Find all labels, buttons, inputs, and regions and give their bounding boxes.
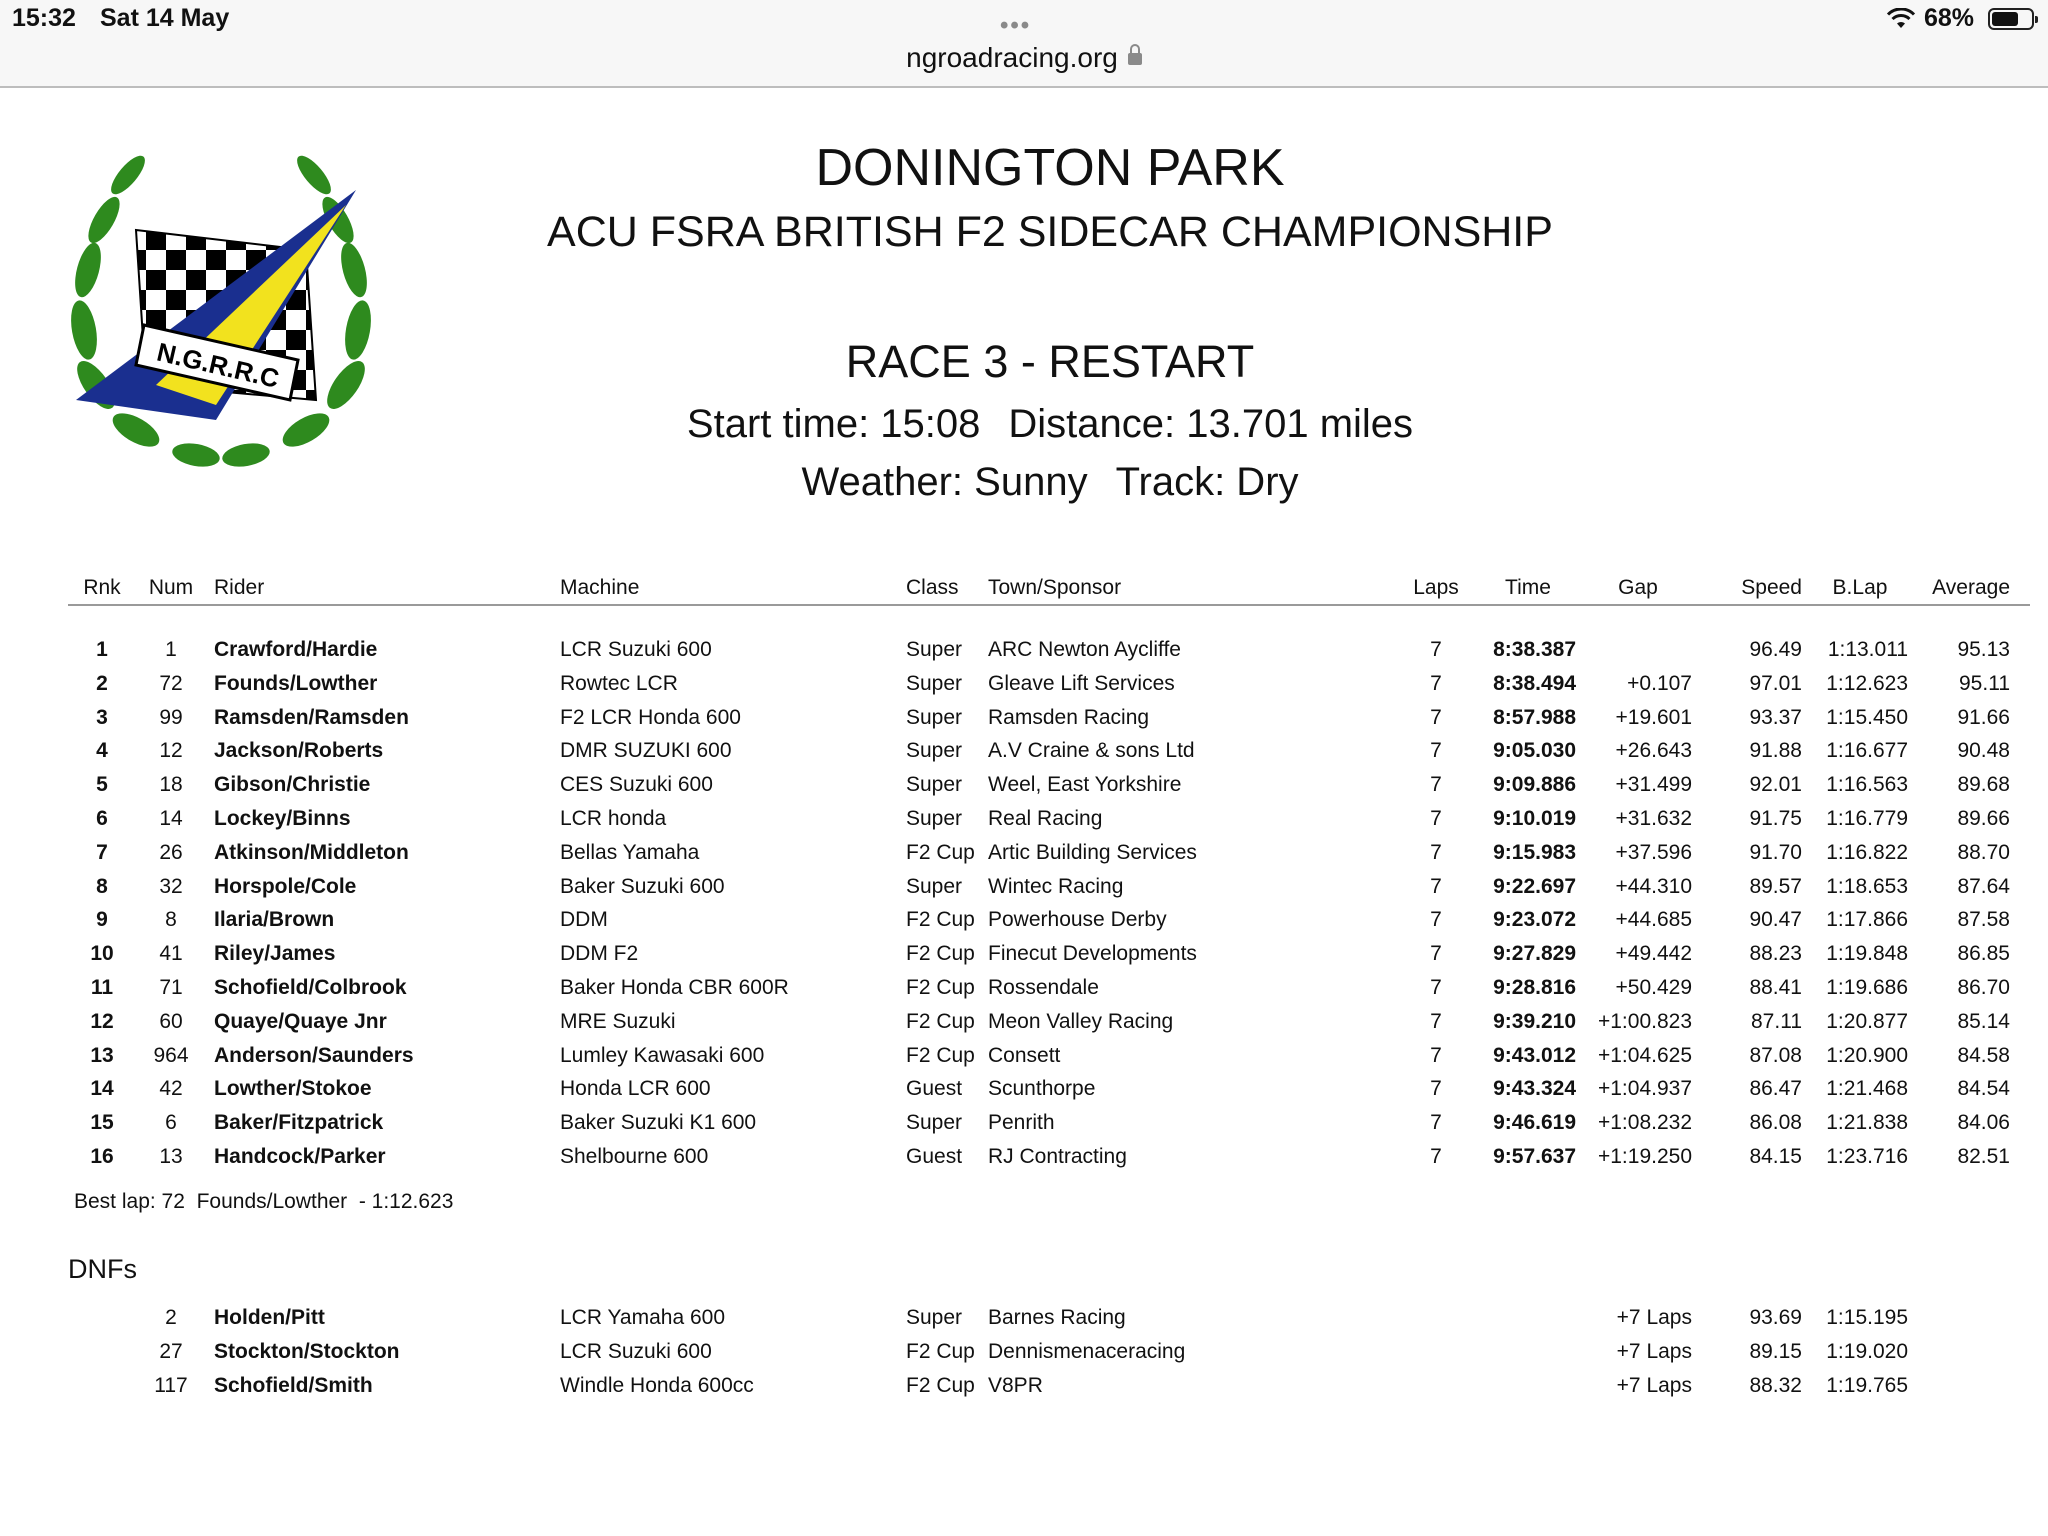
race-title: RACE 3 - RESTART — [845, 336, 1255, 387]
cell-num: 13 — [159, 1145, 183, 1168]
cell-average: 88.70 — [1957, 840, 2010, 864]
cell-machine: LCR Suzuki 600 — [560, 1339, 712, 1363]
cell-laps: 7 — [1430, 874, 1442, 898]
cell-rider: Riley/James — [214, 942, 336, 966]
cell-speed: 88.32 — [1749, 1373, 1802, 1397]
best-lap-note: Best lap: 72 Founds/Lowther - 1:12.623 — [74, 1190, 454, 1213]
cell-rider: Handcock/Parker — [214, 1145, 386, 1168]
cell-class: F2 Cup — [906, 840, 975, 864]
cell-gap: +19.601 — [1615, 705, 1692, 729]
cell-machine: Baker Suzuki K1 600 — [560, 1111, 757, 1135]
cell-rnk: 12 — [90, 1009, 114, 1033]
cell-machine: MRE Suzuki — [560, 1009, 676, 1033]
cell-average: 87.64 — [1957, 874, 2010, 898]
cell-class: F2 Cup — [906, 908, 975, 932]
cell-machine: CES Suzuki 600 — [560, 773, 713, 797]
cell-num: 99 — [159, 705, 183, 729]
cell-blap: 1:19.848 — [1826, 942, 1908, 966]
table-row — [0, 1077, 2048, 1111]
championship-title: ACU FSRA BRITISH F2 SIDECAR CHAMPIONSHIP — [547, 208, 1553, 256]
cell-speed: 87.08 — [1749, 1043, 1802, 1067]
cell-class: F2 Cup — [906, 1339, 975, 1363]
cell-speed: 91.88 — [1749, 739, 1802, 763]
cell-rnk: 11 — [90, 976, 114, 999]
cell-town: Barnes Racing — [988, 1306, 1126, 1329]
cell-rnk: 6 — [96, 807, 108, 830]
cell-rnk: 15 — [90, 1111, 114, 1135]
table-row — [0, 976, 2048, 1010]
cell-blap: 1:12.623 — [1826, 671, 1908, 695]
race-info-line — [0, 402, 2048, 447]
cell-average: 82.51 — [1957, 1145, 2010, 1168]
cell-rnk: 16 — [90, 1145, 114, 1168]
cell-rnk: 9 — [96, 908, 108, 932]
dnf-row — [0, 1340, 2048, 1374]
status-time: 15:32 — [12, 4, 76, 32]
cell-average: 95.11 — [1959, 671, 2010, 695]
cell-class: Guest — [906, 1145, 963, 1168]
cell-town: Powerhouse Derby — [988, 908, 1167, 932]
cell-speed: 91.75 — [1749, 807, 1802, 830]
table-row — [0, 807, 2048, 841]
cell-rider: Founds/Lowther — [214, 671, 378, 695]
cell-blap: 1:19.020 — [1826, 1339, 1908, 1363]
cell-class: Super — [906, 671, 963, 695]
cell-rider: Ramsden/Ramsden — [214, 705, 409, 729]
cell-average: 89.66 — [1957, 807, 2010, 830]
cell-rnk: 14 — [90, 1077, 114, 1101]
cell-time: 9:22.697 — [1493, 874, 1576, 898]
cell-class: F2 Cup — [906, 1009, 975, 1033]
cell-blap: 1:21.838 — [1826, 1111, 1908, 1135]
cell-blap: 1:20.900 — [1826, 1043, 1908, 1067]
cell-class: Super — [906, 773, 963, 797]
cell-machine: LCR Suzuki 600 — [560, 638, 712, 661]
cell-blap: 1:16.779 — [1826, 807, 1908, 830]
cell-machine: Rowtec LCR — [560, 671, 678, 695]
cell-speed: 92.01 — [1749, 773, 1802, 797]
cell-time: 9:27.829 — [1493, 942, 1576, 966]
cell-gap: +31.499 — [1615, 773, 1692, 797]
url-text: ngroadracing.org — [906, 42, 1118, 73]
cell-machine: DDM — [560, 908, 608, 932]
cell-time: 9:05.030 — [1493, 739, 1576, 763]
cell-blap: 1:15.195 — [1826, 1306, 1908, 1329]
cell-rnk: 7 — [96, 840, 108, 864]
cell-rnk: 4 — [96, 739, 108, 763]
distance: Distance: 13.701 miles — [1008, 402, 1414, 446]
col-header-gap: Gap — [1618, 576, 1658, 599]
logo-text: N.G.R.R.C — [154, 336, 282, 394]
cell-speed: 93.69 — [1749, 1306, 1802, 1329]
col-header-class: Class — [906, 576, 959, 599]
cell-rider: Ilaria/Brown — [214, 908, 335, 932]
cell-time: 9:43.012 — [1493, 1043, 1576, 1067]
cell-time: 9:46.619 — [1493, 1111, 1576, 1135]
cell-num: 6 — [165, 1111, 177, 1135]
col-header-blap: B.Lap — [1832, 576, 1888, 599]
cell-rider: Lowther/Stokoe — [214, 1077, 372, 1101]
cell-town: Meon Valley Racing — [988, 1009, 1174, 1033]
cell-num: 41 — [159, 942, 183, 966]
cell-time: 9:10.019 — [1493, 807, 1576, 830]
table-row — [0, 638, 2048, 672]
cell-laps: 7 — [1430, 671, 1442, 695]
cell-town: Rossendale — [988, 976, 1099, 999]
cell-gap: +1:04.625 — [1597, 1043, 1692, 1067]
cell-laps: 7 — [1430, 638, 1442, 661]
cell-class: Super — [906, 1306, 963, 1329]
cell-speed: 90.47 — [1749, 908, 1802, 932]
cell-machine: Bellas Yamaha — [560, 840, 700, 864]
cell-town: RJ Contracting — [988, 1145, 1127, 1168]
cell-num: 42 — [159, 1077, 183, 1101]
cell-speed: 97.01 — [1749, 671, 1802, 695]
cell-rider: Jackson/Roberts — [214, 739, 384, 763]
cell-time: 9:43.324 — [1493, 1077, 1576, 1101]
cell-average: 89.68 — [1957, 773, 2010, 797]
status-date: Sat 14 May — [100, 4, 230, 32]
cell-speed: 86.47 — [1749, 1077, 1802, 1101]
cell-num: 8 — [165, 908, 177, 932]
cell-blap: 1:19.686 — [1826, 976, 1908, 999]
cell-town: Scunthorpe — [988, 1077, 1096, 1101]
cell-num: 27 — [159, 1339, 183, 1363]
battery-icon — [1988, 8, 2034, 30]
cell-machine: DDM F2 — [560, 942, 639, 966]
cell-num: 71 — [159, 976, 183, 999]
cell-blap: 1:21.468 — [1826, 1077, 1908, 1101]
cell-blap: 1:20.877 — [1826, 1009, 1908, 1033]
cell-machine: LCR Yamaha 600 — [560, 1306, 725, 1329]
cell-gap: +49.442 — [1615, 942, 1692, 966]
cell-time: 9:23.072 — [1493, 908, 1576, 932]
col-header-average: Average — [1932, 576, 2010, 599]
cell-town: A.V Craine & sons Ltd — [988, 739, 1195, 763]
cell-gap: +37.596 — [1615, 840, 1692, 864]
cell-town: V8PR — [988, 1373, 1043, 1397]
cell-num: 2 — [165, 1306, 177, 1329]
cell-town: Dennismenaceracing — [988, 1339, 1186, 1363]
cell-blap: 1:18.653 — [1826, 874, 1908, 898]
cell-laps: 7 — [1430, 1009, 1442, 1033]
cell-rider: Baker/Fitzpatrick — [214, 1111, 384, 1135]
cell-class: Super — [906, 1111, 963, 1135]
cell-rider: Horspole/Cole — [214, 874, 357, 898]
cell-speed: 88.23 — [1749, 942, 1802, 966]
cell-laps: 7 — [1430, 908, 1442, 932]
venue-title: DONINGTON PARK — [815, 139, 1285, 197]
cell-speed: 96.49 — [1749, 638, 1802, 661]
cell-laps: 7 — [1430, 807, 1442, 830]
cell-average: 84.06 — [1957, 1111, 2010, 1135]
cell-num: 117 — [154, 1373, 188, 1397]
cell-class: F2 Cup — [906, 1043, 975, 1067]
cell-blap: 1:15.450 — [1826, 705, 1908, 729]
cell-machine: Baker Honda CBR 600R — [560, 976, 789, 999]
cell-gap: +1:04.937 — [1597, 1077, 1692, 1101]
cell-rider: Gibson/Christie — [214, 773, 371, 797]
cell-class: F2 Cup — [906, 942, 975, 966]
cell-speed: 86.08 — [1749, 1111, 1802, 1135]
cell-gap: +26.643 — [1615, 739, 1692, 763]
cell-num: 964 — [153, 1043, 189, 1067]
cell-rider: Anderson/Saunders — [214, 1043, 414, 1067]
cell-time: 8:57.988 — [1493, 705, 1576, 729]
cell-class: Super — [906, 739, 963, 763]
cell-rider: Quaye/Quaye Jnr — [214, 1009, 387, 1033]
cell-machine: Baker Suzuki 600 — [560, 874, 725, 898]
cell-rider: Stockton/Stockton — [214, 1339, 400, 1363]
col-header-town: Town/Sponsor — [988, 576, 1122, 599]
cell-rnk: 10 — [90, 942, 114, 966]
cell-rider: Lockey/Binns — [214, 807, 351, 830]
cell-machine: DMR SUZUKI 600 — [560, 739, 732, 763]
cell-speed: 89.15 — [1749, 1339, 1802, 1363]
cell-gap: +50.429 — [1615, 976, 1692, 999]
weather: Weather: Sunny — [801, 460, 1088, 504]
cell-rider: Crawford/Hardie — [214, 638, 378, 661]
cell-town: Finecut Developments — [988, 942, 1197, 966]
cell-blap: 1:16.563 — [1826, 773, 1908, 797]
cell-average: 90.48 — [1957, 739, 2010, 763]
table-row — [0, 942, 2048, 976]
dnf-heading: DNFs — [68, 1254, 137, 1284]
cell-class: Guest — [906, 1077, 963, 1101]
cell-laps: 7 — [1430, 1145, 1442, 1168]
cell-laps: 7 — [1430, 976, 1442, 999]
header-divider — [68, 604, 2030, 606]
cell-time: 9:15.983 — [1493, 840, 1576, 864]
cell-num: 32 — [159, 874, 183, 898]
cell-machine: Windle Honda 600cc — [560, 1373, 754, 1397]
cell-time: 9:57.637 — [1493, 1145, 1576, 1168]
cell-num: 26 — [159, 840, 183, 864]
col-header-time: Time — [1505, 576, 1551, 599]
cell-average: 84.54 — [1957, 1077, 2010, 1101]
col-header-rnk: Rnk — [83, 576, 121, 599]
cell-speed: 93.37 — [1749, 705, 1802, 729]
cell-gap: +44.310 — [1615, 874, 1692, 898]
cell-average: 95.13 — [1957, 638, 2010, 661]
cell-class: Super — [906, 874, 963, 898]
cell-num: 60 — [159, 1009, 183, 1033]
cell-laps: 7 — [1430, 705, 1442, 729]
cell-gap: +44.685 — [1615, 908, 1692, 932]
cell-rider: Holden/Pitt — [214, 1306, 325, 1329]
table-row — [0, 739, 2048, 773]
cell-average: 86.85 — [1957, 942, 2010, 966]
col-header-num: Num — [148, 576, 194, 599]
cell-rider: Schofield/Colbrook — [214, 976, 407, 999]
cell-speed: 89.57 — [1749, 874, 1802, 898]
table-row — [0, 706, 2048, 740]
cell-class: Super — [906, 807, 963, 830]
table-row — [0, 1010, 2048, 1044]
table-row — [0, 1044, 2048, 1078]
col-header-laps: Laps — [1413, 576, 1459, 599]
col-header-speed: Speed — [1741, 576, 1802, 599]
cell-gap: +0.107 — [1627, 671, 1692, 695]
battery-percent: 68% — [1924, 4, 1975, 32]
cell-num: 72 — [159, 671, 183, 695]
cell-town: Weel, East Yorkshire — [988, 773, 1182, 797]
cell-machine: Honda LCR 600 — [560, 1077, 711, 1101]
cell-rider: Schofield/Smith — [214, 1373, 373, 1397]
cell-laps: 7 — [1430, 1043, 1442, 1067]
cell-gap: +1:08.232 — [1597, 1111, 1692, 1135]
cell-town: Real Racing — [988, 807, 1103, 830]
cell-gap: +1:19.250 — [1597, 1145, 1692, 1168]
cell-town: Wintec Racing — [988, 874, 1124, 898]
cell-rnk: 8 — [96, 874, 108, 898]
cell-time: 8:38.494 — [1493, 671, 1576, 695]
cell-average: 84.58 — [1957, 1043, 2010, 1067]
cell-gap: +7 Laps — [1616, 1373, 1692, 1397]
cell-num: 14 — [159, 807, 183, 830]
cell-laps: 7 — [1430, 739, 1442, 763]
browser-status-bar — [0, 0, 2048, 88]
cell-rider: Atkinson/Middleton — [214, 840, 409, 864]
cell-gap: +7 Laps — [1616, 1306, 1692, 1329]
track-condition: Track: Dry — [1115, 460, 1299, 504]
cell-average: 87.58 — [1957, 908, 2010, 932]
cell-town: Gleave Lift Services — [988, 671, 1175, 695]
cell-time: 9:09.886 — [1493, 773, 1576, 797]
cell-town: ARC Newton Aycliffe — [988, 638, 1181, 661]
cell-average: 91.66 — [1957, 705, 2010, 729]
cell-laps: 7 — [1430, 1077, 1442, 1101]
cell-machine: LCR honda — [560, 807, 667, 830]
cell-class: Super — [906, 638, 963, 661]
cell-town: Ramsden Racing — [988, 705, 1150, 729]
cell-blap: 1:23.716 — [1826, 1145, 1908, 1168]
lock-icon — [1128, 53, 1142, 65]
table-row — [0, 773, 2048, 807]
cell-rnk: 3 — [96, 705, 108, 729]
cell-time: 9:39.210 — [1493, 1009, 1576, 1033]
cell-average: 86.70 — [1957, 976, 2010, 999]
cell-num: 18 — [159, 773, 183, 797]
cell-laps: 7 — [1430, 1111, 1442, 1135]
table-row — [0, 1145, 2048, 1179]
cell-time: 9:28.816 — [1493, 976, 1576, 999]
cell-blap: 1:19.765 — [1826, 1373, 1908, 1397]
cell-num: 1 — [165, 638, 177, 661]
cell-blap: 1:13.011 — [1827, 638, 1908, 661]
table-row — [0, 1111, 2048, 1145]
cell-rnk: 1 — [96, 638, 108, 661]
dnf-row — [0, 1374, 2048, 1408]
cell-town: Consett — [988, 1043, 1061, 1067]
start-time: Start time: 15:08 — [686, 402, 981, 446]
cell-town: Penrith — [988, 1111, 1055, 1135]
cell-speed: 88.41 — [1749, 976, 1802, 999]
cell-speed: 87.11 — [1751, 1009, 1802, 1033]
conditions-line — [0, 460, 2048, 505]
dnf-row — [0, 1306, 2048, 1340]
col-header-rider: Rider — [214, 576, 265, 599]
cell-blap: 1:17.866 — [1826, 908, 1908, 932]
table-row — [0, 841, 2048, 875]
cell-class: F2 Cup — [906, 1373, 975, 1397]
col-header-machine: Machine — [560, 576, 640, 599]
cell-class: F2 Cup — [906, 976, 975, 999]
table-row — [0, 875, 2048, 909]
cell-blap: 1:16.677 — [1826, 739, 1908, 763]
cell-time: 8:38.387 — [1493, 638, 1576, 661]
cell-rnk: 13 — [90, 1043, 114, 1067]
cell-machine: Shelbourne 600 — [560, 1145, 709, 1168]
cell-gap: +1:00.823 — [1597, 1009, 1692, 1033]
cell-gap: +31.632 — [1615, 807, 1692, 830]
cell-machine: F2 LCR Honda 600 — [560, 705, 741, 729]
cell-average: 85.14 — [1957, 1009, 2010, 1033]
cell-rnk: 2 — [96, 671, 108, 695]
cell-speed: 84.15 — [1749, 1145, 1802, 1168]
address-bar[interactable] — [0, 42, 2048, 74]
cell-laps: 7 — [1430, 773, 1442, 797]
cell-class: Super — [906, 705, 963, 729]
cell-gap: +7 Laps — [1616, 1339, 1692, 1363]
table-row — [0, 908, 2048, 942]
cell-rnk: 5 — [96, 773, 108, 797]
more-dots-icon[interactable]: ••• — [1000, 12, 1032, 39]
table-row — [0, 672, 2048, 706]
cell-speed: 91.70 — [1749, 840, 1802, 864]
wifi-icon — [1886, 8, 1916, 30]
cell-num: 12 — [159, 739, 183, 763]
cell-town: Artic Building Services — [988, 840, 1197, 864]
cell-laps: 7 — [1430, 942, 1442, 966]
cell-machine: Lumley Kawasaki 600 — [560, 1043, 765, 1067]
cell-blap: 1:16.822 — [1826, 840, 1908, 864]
cell-laps: 7 — [1430, 840, 1442, 864]
